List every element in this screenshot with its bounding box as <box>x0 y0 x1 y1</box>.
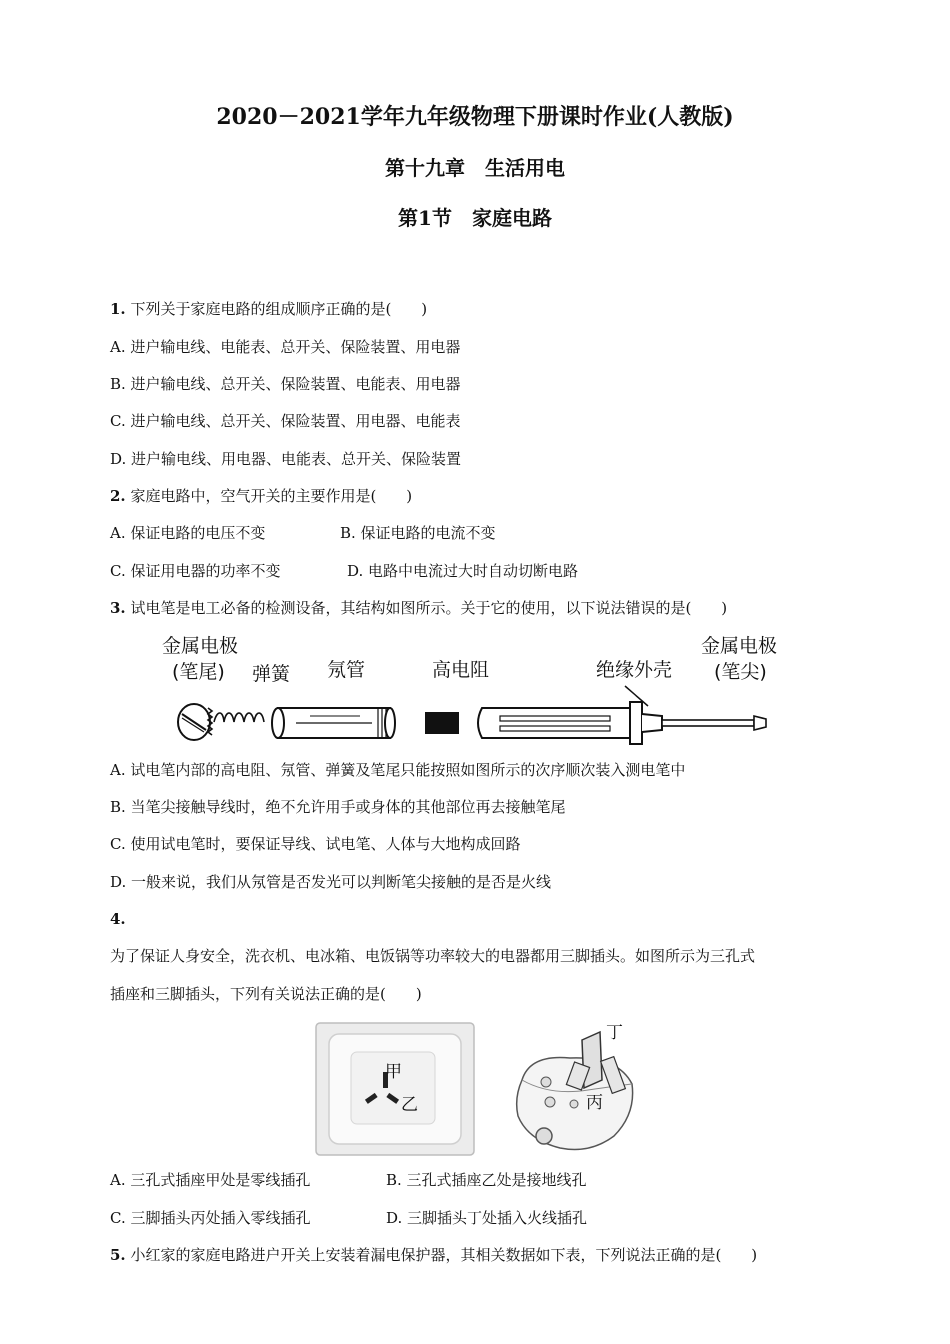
tip-electrode-label: 金属电极 <box>701 635 778 657</box>
question-text: 下列关于家庭电路的组成顺序正确的是( ) <box>130 300 428 318</box>
question-number: 1. <box>110 300 126 318</box>
label-bing: 丙 <box>586 1093 603 1113</box>
neon-tube-label: 氖管 <box>327 659 366 681</box>
q1-option-b: B. 进户输电线、总开关、保险装置、电能表、用电器 <box>110 375 461 393</box>
tail-electrode-sublabel: (笔尾) <box>172 661 225 683</box>
question-1-stem <box>110 299 427 319</box>
q3-option-c: C. 使用试电笔时，要保证导线、试电笔、人体与大地构成回路 <box>110 835 521 853</box>
q3-option-a: A. 试电笔内部的高电阻、氖管、弹簧及笔尾只能按照如图所示的次序顺次装入测电笔中 <box>110 761 686 779</box>
question-number: 2. <box>110 487 126 505</box>
q4-option-d: D. 三脚插头丁处插入火线插孔 <box>386 1209 588 1227</box>
q2-option-a: A. 保证电路的电压不变 <box>110 524 266 542</box>
question-4-stem-line2: 插座和三脚插头，下列有关说法正确的是( ) <box>110 985 422 1003</box>
q3-option-b: B. 当笔尖接触导线时，绝不允许用手或身体的其他部位再去接触笔尾 <box>110 798 566 816</box>
q4-option-a: A. 三孔式插座甲处是零线插孔 <box>110 1171 311 1189</box>
question-text: 家庭电路中，空气开关的主要作用是( ) <box>130 487 413 505</box>
question-number: 3. <box>110 599 126 617</box>
q3-option-d: D. 一般来说，我们从氖管是否发光可以判断笔尖接触的是否是火线 <box>110 873 552 891</box>
question-4-number: 4. <box>110 910 126 928</box>
question-text: 小红家的家庭电路进户开关上安装着漏电保护器，其相关数据如下表，下列说法正确的是( ) <box>130 1246 758 1264</box>
question-5-stem <box>110 1245 757 1265</box>
three-pin-plug-figure <box>510 1018 640 1158</box>
q4-option-c: C. 三脚插头丙处插入零线插孔 <box>110 1209 311 1227</box>
pen-body-icon <box>478 686 662 744</box>
neon-tube-icon <box>272 708 395 738</box>
spring-icon <box>214 713 264 722</box>
tail-electrode-label: 金属电极 <box>162 635 239 657</box>
resistor-icon <box>425 712 459 734</box>
q2-option-b: B. 保证电路的电流不变 <box>340 524 496 542</box>
label-jia: 甲 <box>385 1062 402 1082</box>
three-hole-socket-figure <box>315 1022 475 1156</box>
question-3-stem <box>110 598 727 618</box>
pen-tip-icon <box>662 716 766 730</box>
q1-option-c: C. 进户输电线、总开关、保险装置、用电器、电能表 <box>110 412 461 430</box>
q2-option-d: D. 电路中电流过大时自动切断电路 <box>347 562 579 580</box>
chapter-title: 第十九章 生活用电 <box>385 156 565 180</box>
test-pen-diagram <box>160 628 800 750</box>
document-title: 2020－2021学年九年级物理下册课时作业(人教版) <box>216 104 734 130</box>
section-title: 第1节 家庭电路 <box>398 206 552 230</box>
insulating-shell-label: 绝缘外壳 <box>596 659 673 681</box>
q1-option-a: A. 进户输电线、电能表、总开关、保险装置、用电器 <box>110 338 461 356</box>
question-2-stem <box>110 486 412 506</box>
q2-option-c: C. 保证用电器的功率不变 <box>110 562 281 580</box>
tail-screw-icon <box>178 704 212 740</box>
spring-label: 弹簧 <box>252 663 291 685</box>
tip-electrode-sublabel: (笔尖) <box>714 661 767 683</box>
q1-option-d: D. 进户输电线、用电器、电能表、总开关、保险装置 <box>110 450 462 468</box>
label-ding: 丁 <box>606 1023 623 1043</box>
label-yi: 乙 <box>401 1095 418 1115</box>
question-4-stem-line1: 为了保证人身安全，洗衣机、电冰箱、电饭锅等功率较大的电器都用三脚插头。如图所示为三孔式 <box>110 947 756 965</box>
q4-option-b: B. 三孔式插座乙处是接地线孔 <box>386 1171 587 1189</box>
question-number: 5. <box>110 1246 126 1264</box>
resistor-label: 高电阻 <box>432 659 490 681</box>
question-text: 试电笔是电工必备的检测设备，其结构如图所示。关于它的使用，以下说法错误的是( ) <box>130 599 728 617</box>
